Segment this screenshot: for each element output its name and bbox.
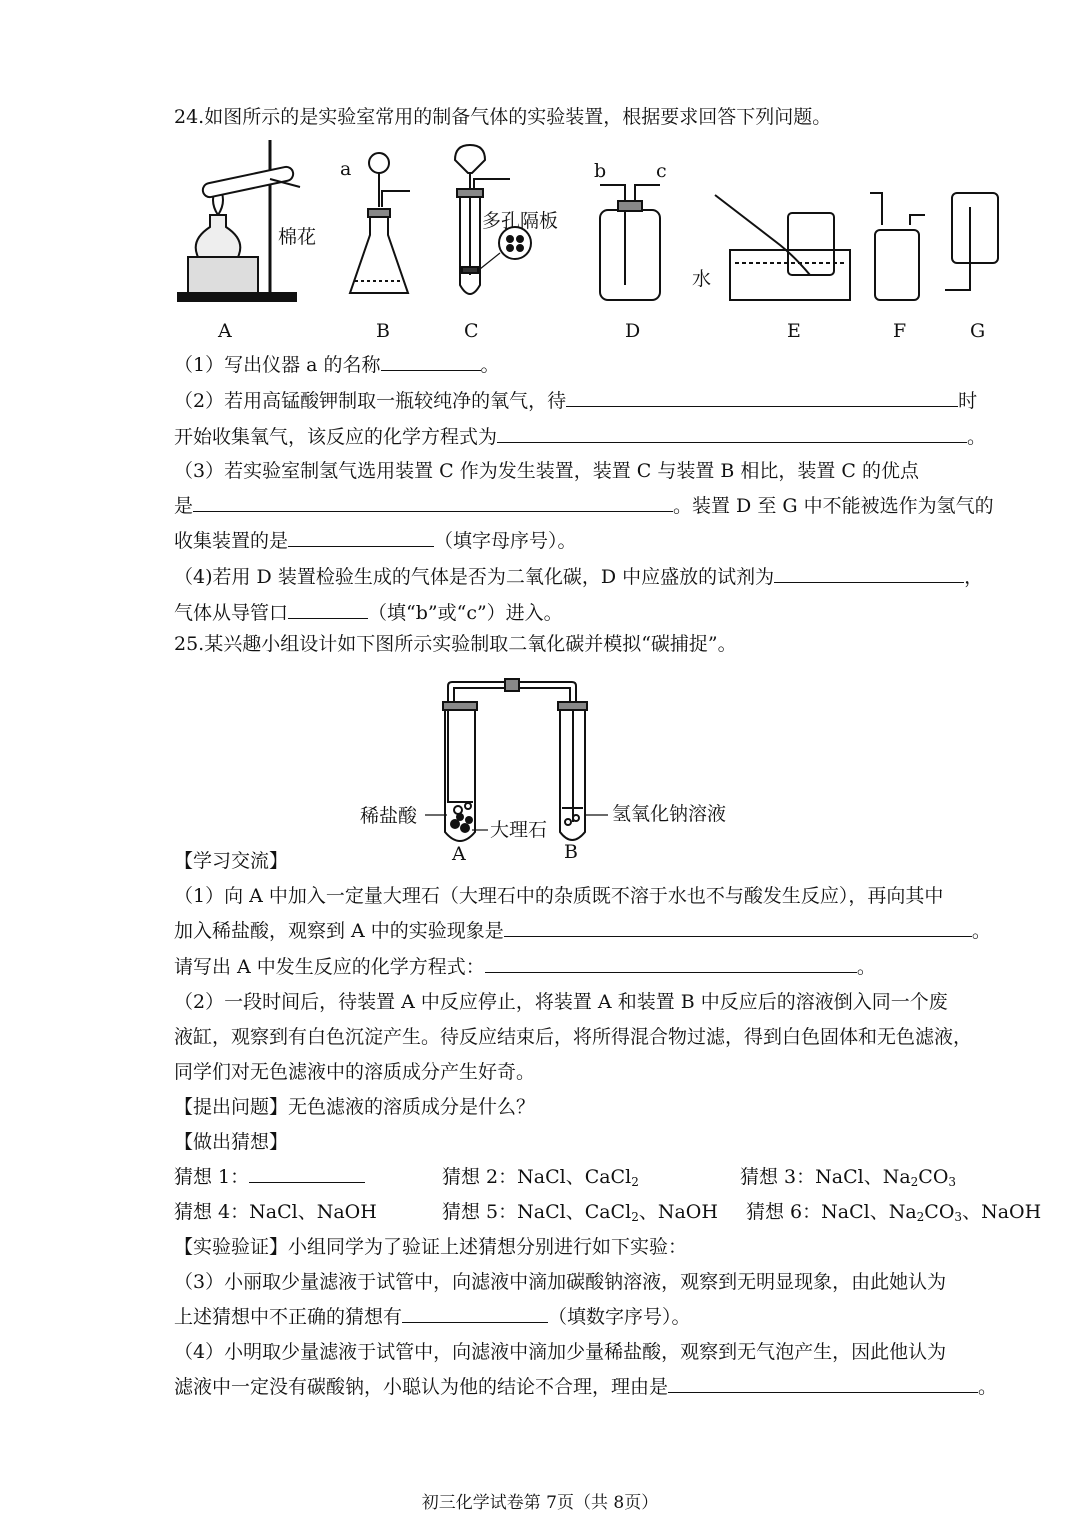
q25-p3-line2: 上述猜想中不正确的猜想有 （填数字序号）。 bbox=[174, 1306, 691, 1328]
answer-blank[interactable] bbox=[381, 352, 481, 371]
label-b-letter: B bbox=[376, 320, 390, 342]
q24-p2-line1: （2）若用高锰酸钾制取一瓶较纯净的氧气，待 时 bbox=[174, 390, 978, 412]
q25-p4-line1: （4）小明取少量滤液于试管中，向滤液中滴加少量稀盐酸，观察到无气泡产生，因此他认为 bbox=[174, 1341, 947, 1363]
section-hypothesis: 【做出猜想】 bbox=[174, 1131, 289, 1153]
label-d-letter: D bbox=[625, 320, 641, 342]
q24-p3-line2: 是 。装置 D 至 G 中不能被选作为氢气的 bbox=[174, 495, 994, 517]
label-tube-b: B bbox=[564, 841, 578, 863]
q25-p2-line1: （2）一段时间后，待装置 A 中反应停止，将装置 A 和装置 B 中反应后的溶液倒入同一个废 bbox=[174, 991, 948, 1013]
label-c: c bbox=[656, 160, 667, 182]
answer-blank[interactable] bbox=[774, 564, 964, 583]
answer-blank[interactable] bbox=[504, 918, 972, 937]
q25-p3-line1: （3）小丽取少量滤液于试管中，向滤液中滴加碳酸钠溶液，观察到无明显现象，由此她认为 bbox=[174, 1271, 947, 1293]
q25-p2-line2: 液缸，观察到有白色沉淀产生。待反应结束后，将所得混合物过滤，得到白色固体和无色滤液， bbox=[174, 1026, 973, 1048]
q24-title: 24.如图所示的是实验室常用的制备气体的实验装置，根据要求回答下列问题。 bbox=[174, 106, 832, 128]
label-porous-plate: 多孔隔板 bbox=[482, 210, 559, 232]
label-naoh-solution: 氢氧化钠溶液 bbox=[612, 803, 727, 825]
page-footer: 初三化学试卷第 7页（共 8页） bbox=[421, 1493, 659, 1513]
label-a-letter: A bbox=[218, 320, 232, 342]
q25-p1-line1: （1）向 A 中加入一定量大理石（大理石中的杂质既不溶于水也不与酸发生反应），再向其中 bbox=[174, 885, 944, 907]
label-tube-a: A bbox=[452, 843, 466, 865]
guess-5: 猜想 5：NaCl、CaCl$_2$、NaOH bbox=[442, 1201, 718, 1224]
q24-p4-line1: （4)若用 D 装置检验生成的气体是否为二氧化碳，D 中应盛放的试剂为 ， bbox=[174, 566, 984, 588]
q24-p2-line2: 开始收集氧气，该反应的化学方程式为 。 bbox=[174, 426, 987, 448]
q25-p1-line3: 请写出 A 中发生反应的化学方程式： 。 bbox=[174, 956, 876, 978]
answer-blank[interactable] bbox=[288, 528, 434, 547]
guess-3: 猜想 3：NaCl、$Na_2CO_3$ bbox=[740, 1166, 957, 1189]
q24-p1: （1）写出仪器 a 的名称 。 bbox=[174, 354, 500, 376]
question-section: 【提出问题】无色滤液的溶质成分是什么？ bbox=[174, 1096, 536, 1118]
q25-apparatus-figure bbox=[350, 672, 770, 867]
guess-4: 猜想 4：NaCl、NaOH bbox=[174, 1201, 377, 1223]
label-c-letter: C bbox=[464, 320, 479, 342]
answer-blank[interactable] bbox=[288, 600, 368, 619]
q24-p4-line2: 气体从导管口 （填“b”或“c”）进入。 bbox=[174, 602, 563, 624]
guess-2: 猜想 2：NaCl、CaCl$_2$ bbox=[442, 1166, 639, 1189]
label-g-letter: G bbox=[970, 320, 986, 342]
guess-6: 猜想 6：NaCl、$Na_2CO_3$、NaOH bbox=[746, 1201, 1042, 1224]
label-a: a bbox=[340, 158, 352, 180]
label-b: b bbox=[594, 160, 607, 182]
guess-1: 猜想 1： bbox=[174, 1164, 365, 1190]
label-e-letter: E bbox=[787, 320, 801, 342]
answer-blank[interactable] bbox=[249, 1164, 365, 1183]
label-water: 水 bbox=[692, 268, 712, 290]
answer-blank[interactable] bbox=[193, 493, 673, 512]
q25-p1-line2: 加入稀盐酸，观察到 A 中的实验现象是 。 bbox=[174, 920, 991, 942]
label-cotton: 棉花 bbox=[278, 226, 317, 248]
answer-blank[interactable] bbox=[668, 1374, 978, 1393]
label-f-letter: F bbox=[893, 320, 907, 342]
q24-p3-line3: 收集装置的是 （填字母序号）。 bbox=[174, 530, 577, 552]
q25-title: 25.某兴趣小组设计如下图所示实验制取二氧化碳并模拟“碳捕捉”。 bbox=[174, 633, 737, 655]
section-verification: 【实验验证】小组同学为了验证上述猜想分别进行如下实验： bbox=[174, 1236, 688, 1258]
section-discussion: 【学习交流】 bbox=[174, 850, 289, 872]
label-marble: 大理石 bbox=[490, 819, 548, 841]
q24-apparatus-figure bbox=[170, 135, 1030, 345]
q24-p3-line1: （3）若实验室制氢气选用装置 C 作为发生装置，装置 C 与装置 B 相比，装置 C 的优点 bbox=[174, 460, 919, 482]
answer-blank[interactable] bbox=[566, 388, 958, 407]
label-dilute-hcl: 稀盐酸 bbox=[360, 805, 418, 827]
answer-blank[interactable] bbox=[402, 1304, 548, 1323]
q25-p4-line2: 滤液中一定没有碳酸钠，小聪认为他的结论不合理，理由是 。 bbox=[174, 1376, 998, 1398]
answer-blank[interactable] bbox=[497, 424, 967, 443]
q25-p2-line3: 同学们对无色滤液中的溶质成分产生好奇。 bbox=[174, 1061, 536, 1083]
answer-blank[interactable] bbox=[485, 954, 857, 973]
